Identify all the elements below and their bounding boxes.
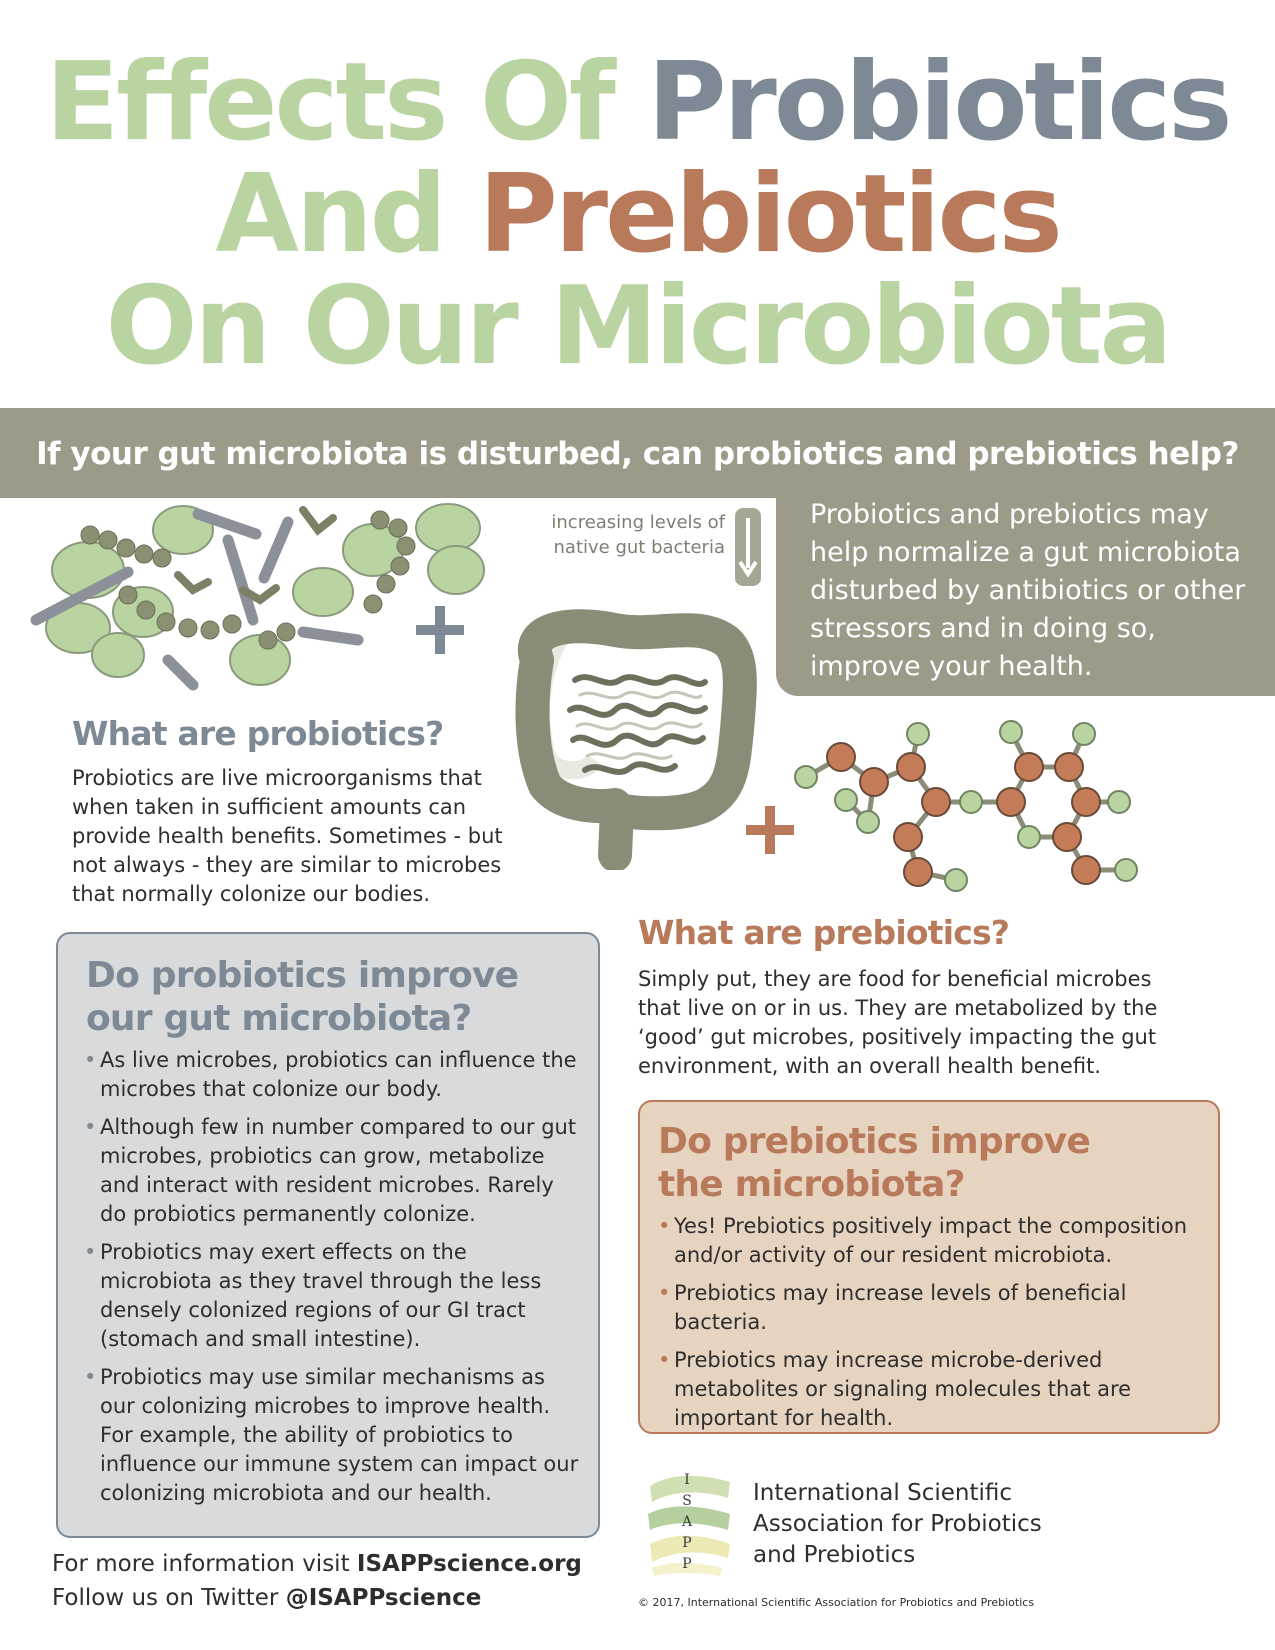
gut-illustration	[505, 600, 760, 870]
bullet-text: Prebiotics may increase microbe-derived metabolites or signaling molecules that are important for health.	[674, 1348, 1132, 1430]
bullet-dot: •	[84, 1115, 97, 1139]
title-and: And	[215, 152, 479, 277]
probiotics-box-title	[86, 954, 518, 1040]
bullet-dot: •	[658, 1214, 671, 1238]
copyright-notice: © 2017, International Scientific Association for Probiotics and Prebiotics	[638, 1596, 1035, 1609]
bullet-text: Prebiotics may increase levels of beneficial bacteria.	[674, 1281, 1127, 1334]
list-item	[658, 1212, 1203, 1270]
logo-letter: I	[684, 1472, 690, 1488]
title-prebiotics: Prebiotics	[478, 152, 1060, 277]
list-item	[84, 1363, 584, 1508]
question-banner	[0, 408, 1275, 498]
bullet-dot: •	[658, 1348, 671, 1372]
prebiotics-definition: Simply put, they are food for beneficial microbes that live on or in us. They are metabolized by the ‘good’ gut microbes, positively impacting the gut environment, with an overall health benefit.	[638, 967, 1158, 1078]
probiotics-improve-box	[56, 932, 600, 1538]
probiotics-bullet-list	[84, 1046, 584, 1517]
list-item	[658, 1346, 1203, 1433]
prebiotics-box-title	[658, 1120, 1090, 1206]
summary-box	[776, 496, 1275, 696]
banner-question: If your gut microbiota is disturbed, can probiotics and prebiotics help?	[36, 436, 1239, 472]
title-line-3	[0, 264, 1275, 389]
bullet-text: Probiotics may exert effects on the microbiota as they travel through the less densely colonized regions of our GI tract (stomach and small intestine).	[100, 1240, 542, 1351]
title-probiotics: Probiotics	[647, 40, 1230, 165]
probiotics-box-title-line-1: Do probiotics improve	[86, 955, 519, 996]
twitter-prefix: Follow us on Twitter	[52, 1585, 286, 1611]
probiotics-box-title-line-2: our gut microbiota?	[86, 998, 472, 1039]
logo-letter: P	[682, 1535, 692, 1551]
logo-letter: S	[682, 1493, 692, 1509]
arrow-label: increasing levels of native gut bacteria	[551, 512, 725, 558]
prebiotics-box-title-line-2: the microbiota?	[658, 1164, 965, 1205]
isapp-name-line-2: Association for Probiotics	[753, 1511, 1042, 1537]
list-item	[84, 1238, 584, 1354]
logo-letter: A	[681, 1514, 693, 1530]
title-line-2	[0, 152, 1275, 277]
prebiotics-box-title-line-1: Do prebiotics improve	[658, 1121, 1090, 1162]
summary-text: Probiotics and prebiotics may help normalize a gut microbiota disturbed by antibiotics or other stressors and in doing so, improve your health.	[810, 499, 1246, 682]
list-item	[84, 1113, 584, 1229]
title-line-1	[0, 40, 1275, 165]
isapp-name	[753, 1478, 1042, 1571]
twitter-handle[interactable]: @ISAPPscience	[285, 1585, 482, 1611]
bullet-dot: •	[84, 1365, 97, 1389]
bullet-text: Probiotics may use similar mechanisms as our colonizing microbes to improve health. For example, the ability of probiotics to influence our immune system can impact our colonizing microbiota and our health.	[100, 1365, 579, 1505]
website-line	[52, 1548, 582, 1581]
isapp-logo-letters	[677, 1470, 697, 1575]
prebiotics-bullet-list	[658, 1212, 1203, 1442]
logo-letter: P	[682, 1556, 692, 1572]
list-item	[658, 1279, 1203, 1337]
title-effects-of: Effects Of	[45, 40, 648, 165]
bacteria-illustration	[28, 500, 498, 700]
plus-sign-probiotics	[412, 602, 468, 658]
down-arrow-icon	[733, 506, 763, 588]
prebiotics-heading: What are prebiotics?	[638, 913, 1010, 952]
isapp-name-line-1: International Scientific	[753, 1480, 1013, 1506]
website-prefix: For more information visit	[52, 1551, 357, 1577]
bullet-dot: •	[84, 1240, 97, 1264]
twitter-line	[52, 1582, 481, 1615]
probiotics-heading: What are probiotics?	[72, 714, 444, 753]
bullet-dot: •	[84, 1048, 97, 1072]
probiotics-definition: Probiotics are live microorganisms that when taken in sufficient amounts can provide health benefits. Sometimes - but not always - they are similar to microbes that normally colonize our bodies.	[72, 766, 503, 906]
prebiotics-improve-box	[638, 1100, 1220, 1434]
list-item	[84, 1046, 584, 1104]
title-on-our-microbiota: On Our Microbiota	[105, 264, 1170, 389]
bullet-text: Yes! Prebiotics positively impact the composition and/or activity of our resident microbiota.	[674, 1214, 1188, 1267]
bullet-text: Although few in number compared to our gut microbes, probiotics can grow, metabolize and interact with resident microbes. Rarely do probiotics permanently colonize.	[100, 1115, 577, 1226]
website-link[interactable]: ISAPPscience.org	[356, 1551, 582, 1577]
bullet-text: As live microbes, probiotics can influence the microbes that colonize our body.	[100, 1048, 577, 1101]
isapp-name-line-3: and Prebiotics	[753, 1542, 916, 1568]
prebiotic-molecule-illustration	[786, 712, 1186, 892]
bullet-dot: •	[658, 1281, 671, 1305]
